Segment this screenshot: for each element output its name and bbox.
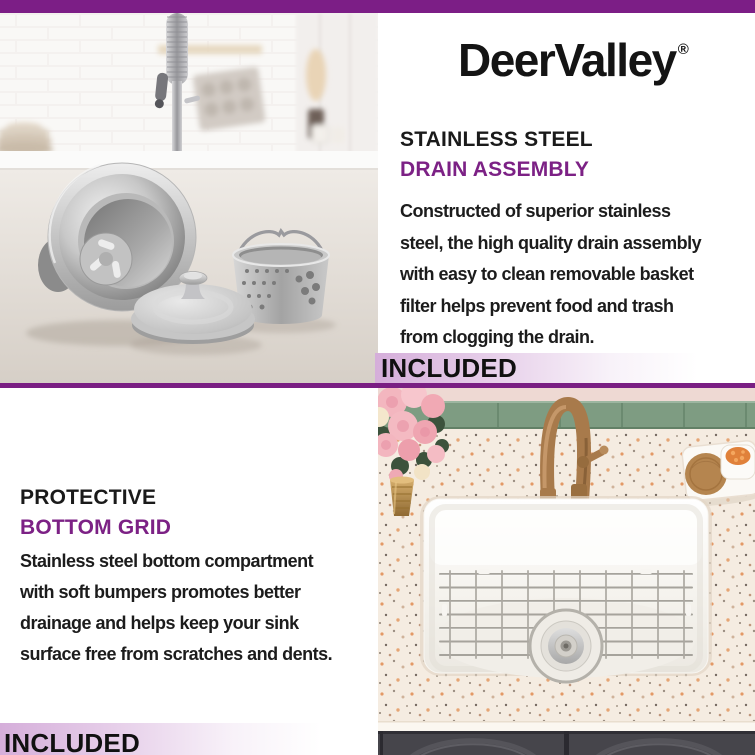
drain-assembly-photo	[0, 13, 378, 383]
section-heading	[20, 483, 171, 543]
included-label: INCLUDED	[4, 728, 140, 755]
sink-bottom-grid-photo	[378, 388, 755, 755]
body-line: Constructed of superior stainless	[400, 201, 671, 221]
heading-line-black: PROTECTIVE	[20, 486, 157, 509]
sink-illustration	[378, 388, 755, 755]
jam-cup	[721, 445, 755, 479]
body-line: from clogging the drain.	[400, 327, 594, 347]
included-band-right	[375, 353, 755, 383]
heading-line-black: STAINLESS STEEL	[400, 128, 593, 151]
body-line: drainage and helps keep your sink	[20, 613, 299, 633]
section-heading	[400, 125, 593, 185]
bottom-grid-panel	[0, 388, 378, 723]
body-line: surface free from scratches and dents.	[20, 644, 333, 664]
body-line: Stainless steel bottom compartment	[20, 551, 314, 571]
included-band-left	[0, 723, 378, 755]
heading-line-purple: BOTTOM GRID	[20, 516, 172, 539]
heading-line-purple: DRAIN ASSEMBLY	[400, 158, 590, 181]
top-accent-bar	[0, 0, 755, 13]
drain-assembly-illustration	[0, 13, 378, 383]
brand-logo	[458, 33, 689, 87]
cabinets	[378, 731, 755, 755]
brand-name: DeerValley	[458, 34, 676, 86]
body-line: with soft bumpers promotes better	[20, 582, 301, 602]
section-body	[400, 196, 701, 354]
body-line: filter helps prevent food and trash	[400, 295, 674, 316]
registered-mark: ®	[677, 41, 689, 58]
included-label: INCLUDED	[381, 352, 517, 383]
drain-assembly-panel	[378, 13, 755, 353]
sink-drain	[530, 610, 602, 682]
body-line: with easy to clean removable basket	[400, 264, 694, 284]
back-counter	[0, 151, 378, 169]
section-body	[20, 546, 332, 670]
body-line: steel, the high quality drain assembly	[400, 232, 702, 253]
